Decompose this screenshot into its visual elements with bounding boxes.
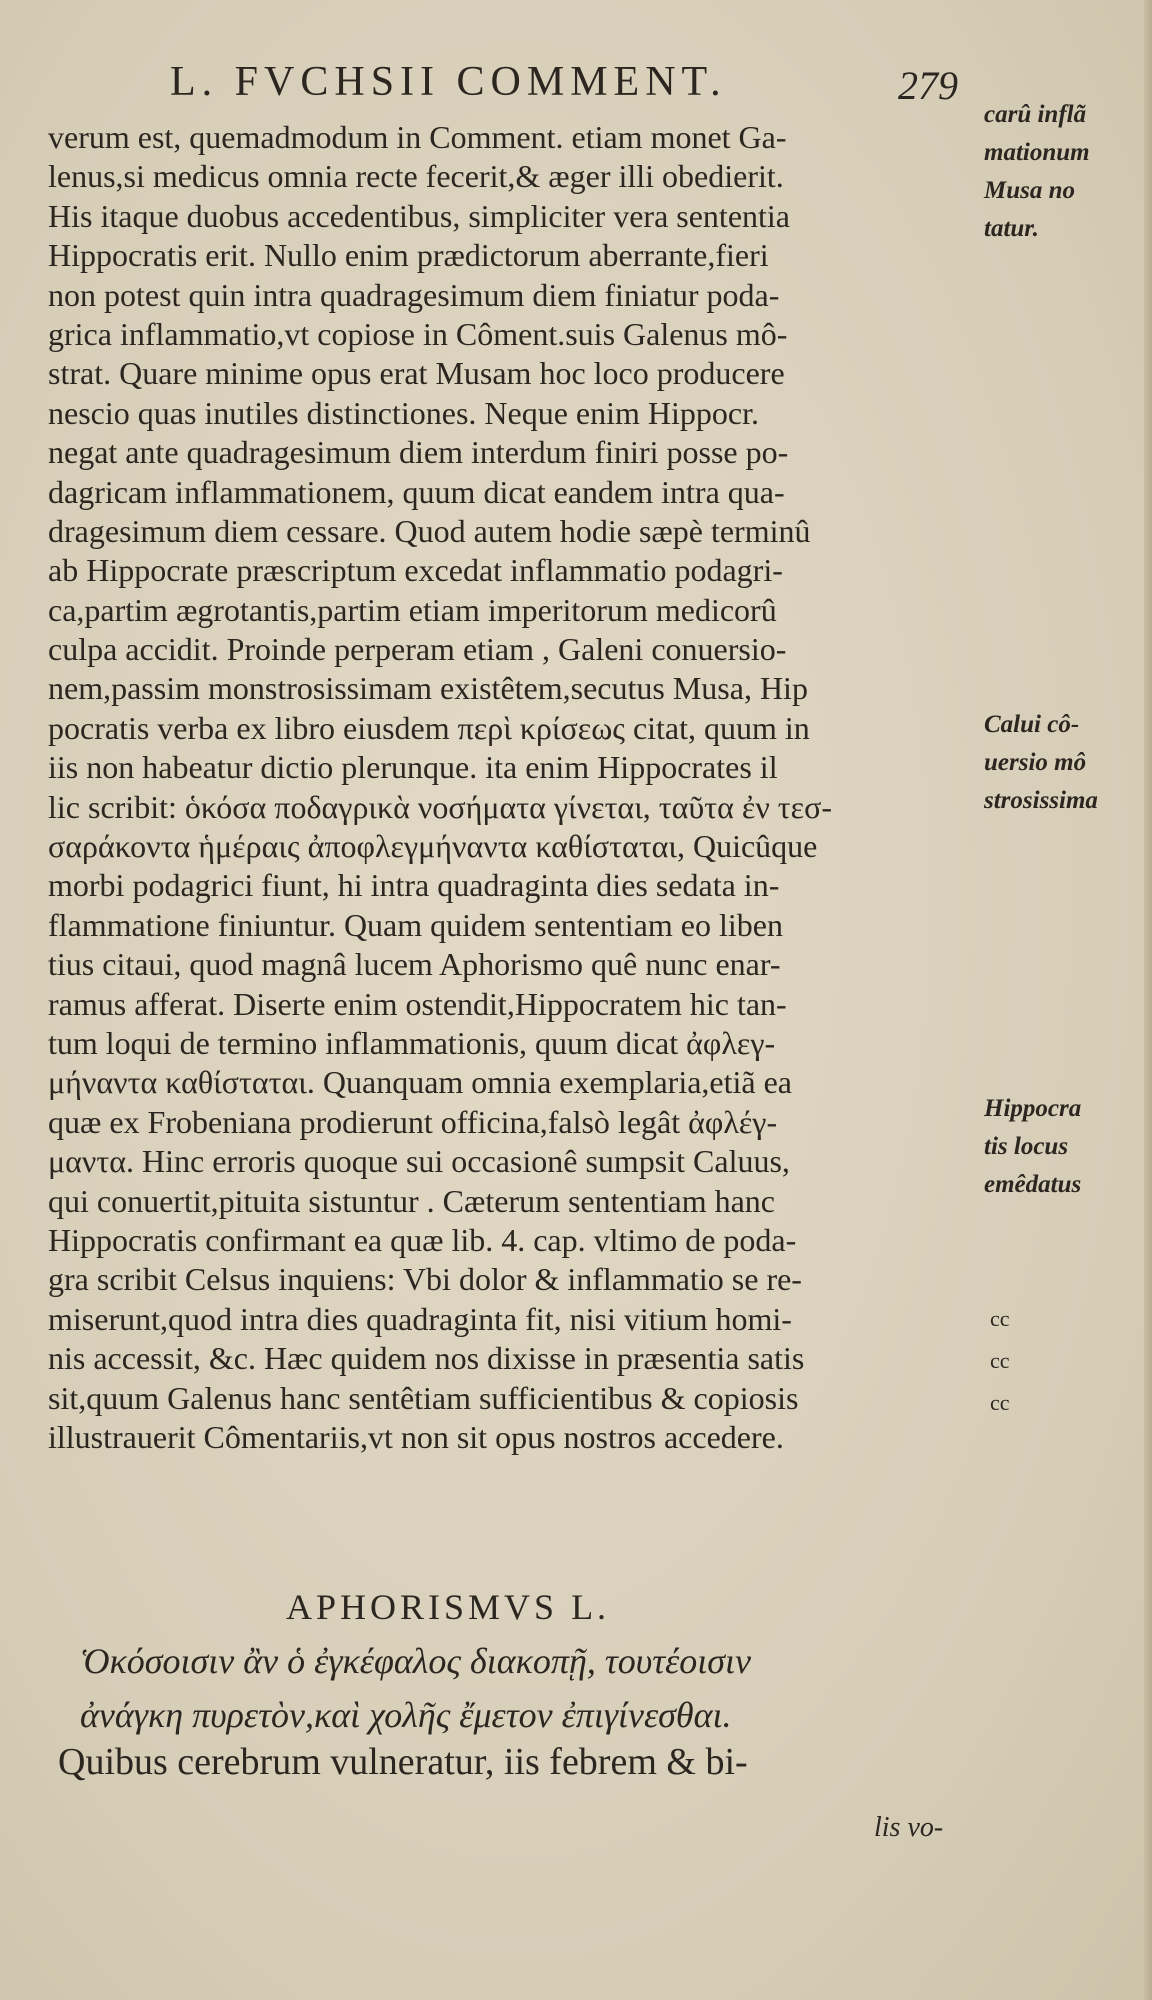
quotation-marks <box>990 1298 1010 1424</box>
quote-mark: cc <box>990 1390 1010 1415</box>
latin-translation: Quibus cerebrum vulneratur, iis febrem & bi- <box>58 1741 748 1783</box>
body-text <box>48 118 978 1457</box>
text-line: morbi podagrici fiunt, hi intra quadraginta dies sedata in- <box>48 867 780 904</box>
text-line: iis non habeatur dictio plerunque. ita enim Hippocrates il <box>48 749 778 786</box>
margin-note-line: mationum <box>984 139 1090 166</box>
margin-note-line: emêdatus <box>984 1171 1082 1198</box>
text-line: non potest quin intra quadragesimum diem finiatur poda- <box>48 276 780 313</box>
margin-note-line: tis locus <box>984 1133 1069 1160</box>
margin-note-line: Calui cô- <box>984 711 1080 738</box>
margin-note-line: tatur. <box>984 215 1039 242</box>
text-line: nescio quas inutiles distinctiones. Neque enim Hippocr. <box>48 394 759 431</box>
margin-note-line: carû inflã <box>984 101 1087 128</box>
text-line: σαράκοντα ἡμέραις ἀποφλεγμήναντα καθίσταται, Quicûque <box>48 828 818 865</box>
text-line: culpa accidit. Proinde perperam etiam , Galeni conuersio- <box>48 631 787 668</box>
text-line: strat. Quare minime opus erat Musam hoc loco producere <box>48 355 785 392</box>
text-line: ramus afferat. Diserte enim ostendit,Hippocratem hic tan- <box>48 985 787 1022</box>
text-line: lenus,si medicus omnia recte fecerit,& æger illi obedierit. <box>48 158 784 195</box>
text-line: qui conuertit,pituita sistuntur . Cæterum sententiam hanc <box>48 1182 775 1219</box>
page-number: 279 <box>898 63 958 108</box>
margin-note-hippocratis <box>984 1090 1144 1204</box>
text-line: flammatione finiuntur. Quam quidem sententiam eo liben <box>48 906 783 943</box>
text-line: grica inflammatio,vt copiose in Côment.suis Galenus mô- <box>48 315 788 352</box>
running-head-title: L. FVCHSII COMMENT. <box>170 59 727 105</box>
text-line: miserunt,quod intra dies quadraginta fit, nisi vitium homi- <box>48 1300 792 1337</box>
margin-note-musa <box>984 96 1144 248</box>
text-line: μαντα. Hinc erroris quoque sui occasionê sumpsit Caluus, <box>48 1143 790 1180</box>
running-head <box>170 58 970 108</box>
text-line: tum loqui de termino inflammationis, quum dicat ἀφλεγ- <box>48 1024 776 1061</box>
text-line: nem,passim monstrosissimam existêtem,secutus Musa, Hip <box>48 670 808 707</box>
catchword: lis vo- <box>874 1812 944 1843</box>
text-line: His itaque duobus accedentibus, simpliciter vera sententia <box>48 197 790 234</box>
greek-line: Ὁκόσοισιν ἂν ὁ ἐγκέφαλος διακοπῇ, τουτέοισιν <box>80 1641 752 1681</box>
margin-note-line: Hippocra <box>984 1095 1082 1122</box>
margin-note-line: uersio mô <box>984 749 1087 776</box>
text-line: sit,quum Galenus hanc sentêtiam sufficientibus & copiosis <box>48 1379 799 1416</box>
text-line: pocratis verba ex libro eiusdem περὶ κρίσεως citat, quum in <box>48 709 810 746</box>
text-line: dagricam inflammationem, quum dicat eandem intra qua- <box>48 473 785 510</box>
text-line: gra scribit Celsus inquiens: Vbi dolor & inflammatio se re- <box>48 1261 802 1298</box>
text-line: negat ante quadragesimum diem interdum finiri posse po- <box>48 434 789 471</box>
aphorism-heading: APHORISMVS L. <box>286 1587 611 1627</box>
margin-note-line: Musa no <box>984 177 1076 204</box>
text-line: nis accessit, &c. Hæc quidem nos dixisse in præsentia satis <box>48 1340 805 1377</box>
margin-note-line: strosissima <box>984 787 1098 814</box>
quote-mark: cc <box>990 1306 1010 1331</box>
text-line: lic scribit: ὁκόσα ποδαγρικὰ νοσήματα γίνεται, ταῦτα ἐν τεσ- <box>48 788 832 825</box>
text-line: illustrauerit Cômentariis,vt non sit opus nostros accedere. <box>48 1418 784 1455</box>
margin-note-calui <box>984 706 1144 820</box>
text-line: ca,partim ægrotantis,partim etiam imperitorum medicorû <box>48 591 777 628</box>
text-line: ab Hippocrate præscriptum excedat inflammatio podagri- <box>48 552 783 589</box>
text-line: verum est, quemadmodum in Comment. etiam monet Ga- <box>48 119 787 155</box>
text-line: tius citaui, quod magnâ lucem Aphorismo quê nunc enar- <box>48 946 781 983</box>
greek-line: ἀνάγκη πυρετὸν,καὶ χολῆς ἔμετον ἐπιγίνεσθαι. <box>80 1695 732 1735</box>
text-line: Hippocratis confirmant ea quæ lib. 4. cap. vltimo de poda- <box>48 1221 797 1258</box>
quote-mark: cc <box>990 1348 1010 1373</box>
text-line: quæ ex Frobeniana prodierunt officina,falsò legât ἀφλέγ- <box>48 1103 778 1140</box>
text-line: μήναντα καθίσταται. Quanquam omnia exemplaria,etiã ea <box>48 1064 792 1101</box>
page-edge <box>1144 0 1152 2000</box>
text-line: Hippocratis erit. Nullo enim prædictorum aberrante,fieri <box>48 237 769 274</box>
text-line: dragesimum diem cessare. Quod autem hodie sæpè terminû <box>48 512 811 549</box>
